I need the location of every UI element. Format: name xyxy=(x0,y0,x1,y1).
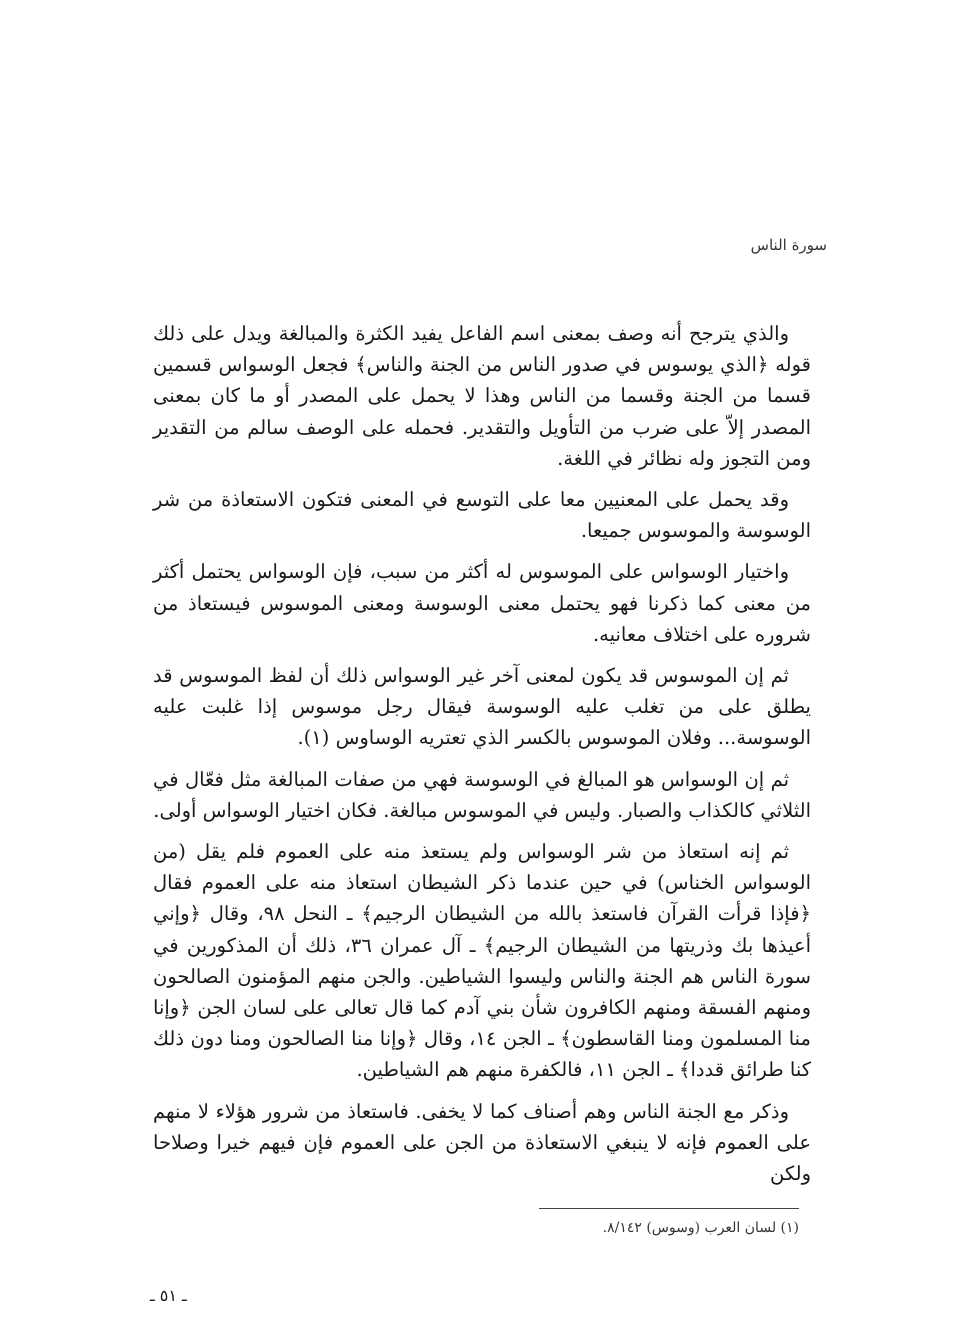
paragraph: وذكر مع الجنة الناس وهم أصناف كما لا يخفى. فاستعاذ من شرور هؤلاء لا منهم على العموم فإنه لا ينبغي الاستعاذة من الجن على العموم فإن فيهم خيرا وصلاحا ولكن xyxy=(153,1099,811,1186)
paragraph: ثم إن الوسواس هو المبالغ في الوسوسة فهي من صفات المبالغة مثل فعّال في الثلاثي كالكذاب والصبار. وليس في الموسوس مبالغة. فكان اختيار الوسواس أولى. xyxy=(153,767,811,822)
paragraph: وقد يحمل على المعنيين معا على التوسع في المعنى فتكون الاستعاذة من شر الوسوسة والموسوس جميعا. xyxy=(153,488,811,543)
paragraph: والذي يترجح أنه وصف بمعنى اسم الفاعل يفيد الكثرة والمبالغة ويدل على ذلك قوله ﴿الذي يوسوس في صدور الناس من الجنة والناس﴾ فجعل الوسواس قسمين قسما من الجنة وقسما من الناس وهذا لا يحمل على المصدر أو ما كان بمعنى المصدر إلاّ على ضرب من التأويل والتقدير. فحمله على الوصف سالم من التقدير ومن التجوز وله نظائر في اللغة. xyxy=(153,322,811,470)
footnote: (١) لسان العرب (وسوس) ٨/١٤٢. xyxy=(602,1220,799,1236)
footnote-divider xyxy=(539,1208,799,1209)
body-text xyxy=(153,318,811,1199)
running-head: سورة الناس xyxy=(750,236,827,254)
page-number: ـ ٥١ ـ xyxy=(150,1286,187,1305)
paragraph: ثم إن الموسوس قد يكون لمعنى آخر غير الوسواس ذلك أن لفظ الموسوس قد يطلق على من تغلب عليه الوسوسة فيقال رجل موسوس إذا غلبت عليه الوسوسة... وفلان الموسوس بالكسر الذي تعتريه الوساوس (١). xyxy=(153,664,811,750)
paragraph: واختيار الوسواس على الموسوس له أكثر من سبب، فإن الوسواس يحتمل أكثر من معنى كما ذكرنا فهو يحتمل معنى الوسوسة ومعنى الموسوس فيستعاذ من شروره على اختلاف معانيه. xyxy=(153,560,811,646)
paragraph: ثم إنه استعاذ من شر الوسواس ولم يستعذ منه على العموم فلم يقل (من الوسواس الخناس) في حين عندما ذكر الشيطان استعاذ منه على العموم فقال ﴿فإذا قرأت القرآن فاستعذ بالله من الشيطان الرجيم﴾ ـ النحل ٩٨، وقال ﴿وإني أعيذها بك وذريتها من الشيطان الرجيم﴾ ـ آل عمران ٣٦، ذلك أن المذكورين في سورة الناس هم الجنة والناس وليسوا الشياطين. والجن منهم المؤمنون الصالحون ومنهم الفسقة ومنهم الكافرون شأن بني آدم كما قال تعالى على لسان الجن ﴿وإنا منا المسلمون ومنا القاسطون﴾ ـ الجن ١٤، وقال ﴿وإنا منا الصالحون ومنا دون ذلك كنا طرائق قددا﴾ ـ الجن ١١، فالكفرة منهم هم الشياطين. xyxy=(153,840,812,1082)
